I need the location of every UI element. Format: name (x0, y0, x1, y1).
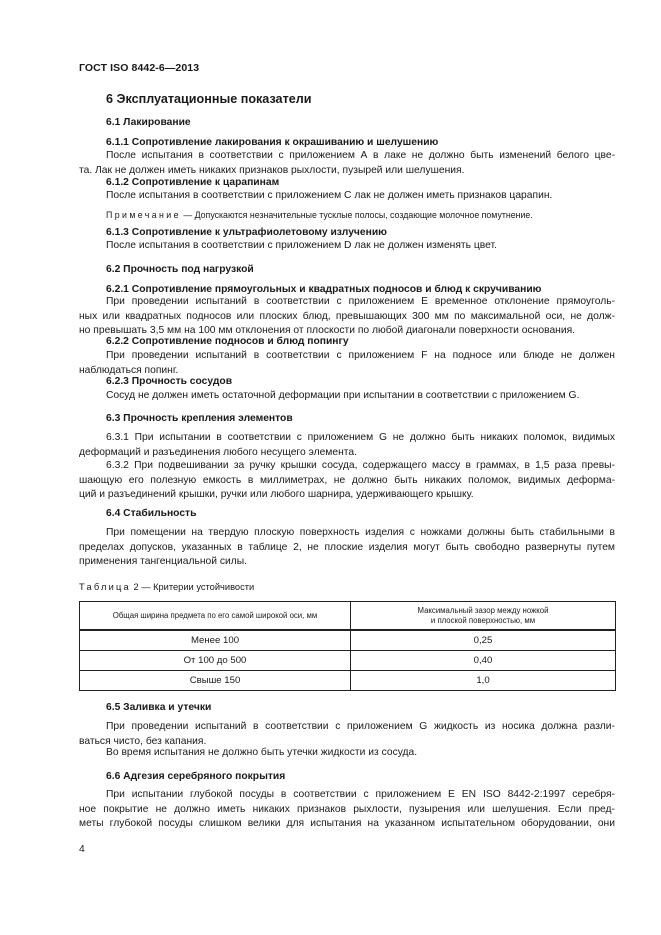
section-6-3-2-text (79, 459, 615, 503)
section-6-1-1-text (79, 149, 615, 178)
text-line: применения тангенциальной силы. (79, 556, 248, 567)
section-6-3-1-text (79, 431, 615, 460)
section-6-5-text-1 (79, 720, 615, 749)
text-line: пределах допусков, указанных в таблице 2, не плоские изделия могут быть свободно развернуты путем (79, 541, 615, 553)
section-6-1-2-text (79, 189, 615, 204)
table-label: Таблица (79, 582, 131, 592)
text-line: 6.3.2 При подвешивании за ручку крышки сосуда, содержащего массу в граммах, в 1,5 раза превы- (106, 460, 615, 471)
text-line: шающую его полезную емкость в миллиметрах, не должно быть никаких поломок, видимых деформа- (79, 474, 615, 486)
section-6-1-1-title: 6.1.1 Сопротивление лакирования к окрашиванию и шелушению (106, 137, 439, 148)
section-6-1-title: 6.1 Лакирование (106, 117, 191, 128)
text-line: Во время испытания не должно быть утечки жидкости из сосуда. (106, 747, 418, 758)
note-text: — Допускаются незначительные тусклые полосы, создающие молочное помутнение. (180, 210, 533, 220)
text-line: После испытания в соответствии с приложением D лак не должен изменять цвет. (106, 240, 497, 251)
cell-gap: 1,0 (351, 671, 616, 691)
text-line: ций и разъединений крышки, ручки или любого шарнира, удерживающего крышку. (79, 489, 474, 500)
table-caption-text: 2 — Критерии устойчивости (130, 582, 255, 592)
cell-gap: 0,25 (351, 630, 616, 651)
cell-width: От 100 до 500 (80, 651, 351, 671)
text-line: ваться чисто, без капания. (79, 735, 207, 747)
section-6-2-1-title: 6.2.1 Сопротивление прямоугольных и квадратных подносов и блюд к скручиванию (106, 284, 542, 295)
text-line: При испытании глубокой посуды в соответствии с приложением Е EN ISO 8442-2:1997 серебря- (106, 789, 615, 800)
text-line: та. Лак не должен иметь никаких признаков рыхлости, пузырей или шелушения. (79, 164, 465, 176)
text-line: меты глубокой посуды слишком велики для испытания на указанном испытательном оборудовании, они (79, 818, 615, 829)
table-caption (79, 582, 254, 592)
text-line: При помещении на твердую плоскую поверхность изделия с ножками должны быть стабильными в (106, 527, 615, 538)
page-number: 4 (79, 844, 85, 855)
section-6-2-3-title: 6.2.3 Прочность сосудов (106, 376, 233, 387)
section-6-6-title: 6.6 Адгезия серебряного покрытия (106, 771, 286, 782)
text-line: Сосуд не должен иметь остаточной деформации при испытании в соответствии с приложением G. (106, 390, 580, 401)
section-6-2-2-text (79, 349, 615, 378)
text-line: При проведении испытаний в соответствии с приложением Е временное отклонение прямоуголь- (106, 296, 615, 307)
section-6-3-title: 6.3 Прочность крепления элементов (106, 413, 293, 424)
text-line: деформаций и разъединения любого несущего элемента. (79, 446, 357, 458)
text-line: При проведении испытаний в соответствии с приложением G жидкость из носика должна разли- (106, 721, 615, 732)
text-line: После испытания в соответствии с приложением С лак не должен иметь признаков царапин. (106, 190, 553, 201)
section-6-4-title: 6.4 Стабильность (106, 508, 197, 519)
table-header-row (80, 602, 616, 631)
text-line: ное покрытие не должно иметь никаких признаков рыхлости, пузырения или шелушения. Если пред- (79, 803, 615, 815)
standard-header: ГОСТ ISO 8442-6—2013 (79, 62, 200, 74)
section-6-4-text (79, 526, 615, 570)
text-line: наблюдаться попинг. (79, 364, 179, 376)
text-line: При проведении испытаний в соответствии с приложением F на подносе или блюде не должен (106, 350, 615, 361)
table-row (80, 671, 616, 691)
text-line: 6.3.1 При испытании в соответствии с приложением G не должно быть никаких поломок, видимых (106, 432, 615, 443)
section-6-1-3-title: 6.1.3 Сопротивление к ультрафиолетовому излучению (106, 227, 387, 238)
column-header-width: Общая ширина предмета по его самой широкой оси, мм (80, 602, 351, 631)
note (106, 210, 533, 220)
section-6-2-2-title: 6.2.2 Сопротивление подносов и блюд попингу (106, 336, 349, 347)
cell-width: Свыше 150 (80, 671, 351, 691)
text-line: ных или квадратных подносов или плоских блюд, превышающих 300 мм по максимальной оси, не долж- (79, 310, 615, 322)
column-header-gap-line: и плоской поверхностью, мм (430, 615, 536, 625)
section-6-2-3-text (79, 389, 615, 404)
section-6-2-title: 6.2 Прочность под нагрузкой (106, 264, 254, 275)
cell-width: Менее 100 (80, 630, 351, 651)
table-row (80, 630, 616, 651)
cell-gap: 0,40 (351, 651, 616, 671)
section-6-2-1-text (79, 295, 615, 339)
stability-criteria-table (79, 601, 616, 691)
section-6-5-title: 6.5 Заливка и утечки (106, 702, 212, 713)
section-6-1-2-title: 6.1.2 Сопротивление к царапинам (106, 177, 280, 188)
column-header-gap (351, 602, 616, 631)
text-line: После испытания в соответствии с приложением А в лаке не должно быть изменений белого цве- (106, 150, 615, 161)
section-6-5-text-2 (79, 746, 615, 761)
column-header-gap-line: Максимальный зазор между ножкой (417, 605, 549, 615)
section-6-title: 6 Эксплуатационные показатели (106, 92, 312, 106)
section-6-1-3-text (79, 239, 615, 254)
table-row (80, 651, 616, 671)
section-6-6-text (79, 788, 615, 832)
text-line: но превышать 3,5 мм на 100 мм отклонения от плоскости по любой диагонали поверхности основания. (79, 325, 576, 336)
note-label: Примечание (106, 210, 181, 220)
